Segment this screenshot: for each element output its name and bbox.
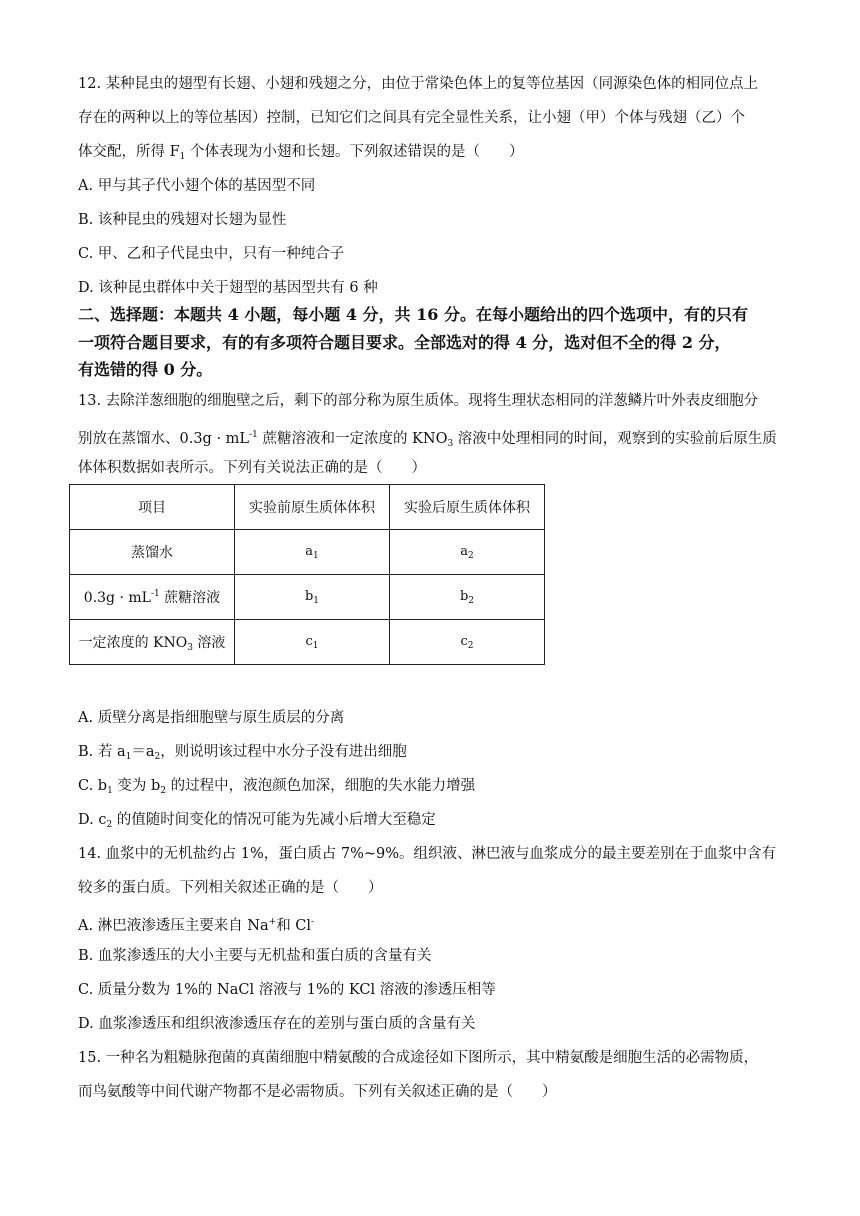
- q14-stem-line-2: 较多的蛋白质。下列相关叙述正确的是（ ）: [78, 880, 383, 896]
- table-cell: [235, 620, 390, 665]
- q12-option-c: C. 甲、乙和子代昆虫中，只有一种纯合子: [78, 246, 345, 262]
- q12-text: 体交配，所得 F: [78, 144, 180, 160]
- q13-text: 蔗糖溶液和一定浓度的 KNO: [257, 431, 448, 447]
- option-text: A. 淋巴液渗透压主要来自 Na: [78, 918, 269, 934]
- option-text: 变为 b: [112, 778, 161, 794]
- cell-subscript: 2: [468, 595, 475, 606]
- q12-option-d: D. 该种昆虫群体中关于翅型的基因型共有 6 种: [78, 280, 378, 296]
- option-text: 的过程中，液泡颜色加深，细胞的失水能力增强: [166, 778, 476, 794]
- q13-option-d: [78, 810, 788, 835]
- option-subscript: 2: [160, 786, 167, 796]
- table-row: [70, 575, 545, 620]
- q12-stem-line-3: [78, 142, 788, 167]
- cell-var: c: [305, 633, 313, 649]
- q13-option-c: [78, 776, 788, 801]
- q13-option-b: [78, 742, 788, 767]
- q13-text: 别放在蒸馏水、0.3g · mL: [78, 431, 250, 447]
- option-text: D. c: [78, 812, 107, 828]
- cell-text: 一定浓度的 KNO: [78, 634, 188, 651]
- cell-text: 蔗糖溶液: [159, 590, 221, 606]
- table-header-row: [70, 485, 545, 530]
- cell-var: a: [460, 543, 469, 559]
- q13-subscript: 3: [447, 439, 454, 449]
- option-subscript: 1: [125, 752, 132, 762]
- q15-stem-line-1: 15. 一种名为粗糙脉孢菌的真菌细胞中精氨酸的合成途径如下图所示，其中精氨酸是细胞生活的必需物质，: [78, 1050, 759, 1066]
- cell-text: 溶液: [192, 634, 226, 651]
- q12-subscript: 1: [179, 152, 186, 162]
- option-superscript: +: [268, 917, 277, 927]
- q12-stem-line-1: 12. 某种昆虫的翅型有长翅、小翅和残翅之分，由位于常染色体上的复等位基因（同源染色体的相同位点上: [78, 76, 759, 92]
- cell-var: c: [460, 633, 468, 649]
- q14-option-c: C. 质量分数为 1%的 NaCl 溶液与 1%的 KCl 溶液的渗透压相等: [78, 982, 496, 998]
- table-cell: [235, 530, 390, 575]
- q13-data-table: [69, 484, 545, 665]
- table-header-cell: 实验前原生质体体积: [235, 485, 390, 530]
- q12-text: 个体表现为小翅和长翅。下列叙述错误的是（ ）: [185, 144, 524, 160]
- table-cell: 蒸馏水: [70, 530, 235, 575]
- table-row: [70, 620, 545, 665]
- section2-heading-line-2: 一项符合题目要求，有的有多项符合题目要求。全部选对的得 4 分，选对但不全的得 2 分，: [78, 333, 731, 352]
- table-cell: [390, 575, 545, 620]
- option-text: B. 若 a: [78, 744, 126, 760]
- cell-var: b: [459, 588, 469, 604]
- option-subscript: 2: [106, 820, 113, 830]
- option-superscript: -: [311, 917, 315, 927]
- table-header-cell: 项目: [70, 485, 235, 530]
- cell-var: b: [304, 588, 314, 604]
- option-text: ，则说明该过程中水分子没有进出细胞: [160, 744, 407, 760]
- table-cell: [235, 575, 390, 620]
- q14-option-b: B. 血浆渗透压的大小主要与无机盐和蛋白质的含量有关: [78, 948, 432, 964]
- cell-text: 0.3g · mL: [83, 590, 151, 606]
- cell-subscript: 3: [187, 642, 193, 653]
- q12-option-a: A. 甲与其子代小翅个体的基因型不同: [78, 178, 316, 194]
- q13-stem-line-2: [78, 425, 788, 454]
- table-header-cell: 实验后原生质体体积: [390, 485, 545, 530]
- option-text: C. b: [78, 778, 108, 794]
- table-row: [70, 530, 545, 575]
- q13-option-a: A. 质壁分离是指细胞壁与原生质层的分离: [78, 710, 345, 726]
- cell-var: a: [305, 543, 314, 559]
- q12-stem-line-2: 存在的两种以上的等位基因）控制，已知它们之间具有完全显性关系，让小翅（甲）个体与残翅（乙）个: [78, 110, 745, 126]
- cell-subscript: 2: [468, 550, 474, 561]
- cell-subscript: 1: [313, 550, 319, 561]
- q12-option-b: B. 该种昆虫的残翅对长翅为显性: [78, 212, 287, 228]
- cell-subscript: 2: [467, 640, 474, 651]
- option-text: ＝a: [131, 744, 155, 760]
- q14-option-a: [78, 912, 788, 936]
- option-text: 的值随时间变化的情况可能为先减小后增大至稳定: [112, 812, 436, 828]
- q13-stem-line-1: 13. 去除洋葱细胞的细胞壁之后，剩下的部分称为原生质体。现将生理状态相同的洋葱鳞片叶外表皮细胞分: [78, 393, 759, 409]
- cell-subscript: 1: [313, 595, 320, 606]
- section2-heading-line-1: 二、选择题：本题共 4 小题，每小题 4 分，共 16 分。在每小题给出的四个选项中，有的只有: [78, 305, 748, 324]
- q14-option-d: D. 血浆渗透压和组织液渗透压存在的差别与蛋白质的含量有关: [78, 1016, 476, 1032]
- q13-text: 溶液中处理相同的时间，观察到的实验前后原生质: [453, 431, 777, 447]
- table-cell: [390, 620, 545, 665]
- table-cell: [70, 575, 235, 620]
- cell-subscript: 1: [312, 640, 319, 651]
- table-cell: [70, 620, 235, 665]
- q14-stem-line-1: 14. 血浆中的无机盐约占 1%，蛋白质占 7%~9%。组织液、淋巴液与血浆成分的最主要差别在于血浆中含有: [78, 846, 777, 862]
- q13-superscript: -1: [249, 430, 258, 440]
- option-subscript: 2: [154, 752, 161, 762]
- section2-heading-line-3: 有选错的得 0 分。: [78, 360, 213, 379]
- table-cell: [390, 530, 545, 575]
- q13-stem-line-3: 体体积数据如表所示。下列有关说法正确的是（ ）: [78, 460, 426, 476]
- option-text: 和 Cl: [276, 918, 312, 934]
- cell-superscript: -1: [150, 589, 160, 599]
- q15-stem-line-2: 而鸟氨酸等中间代谢产物都不是必需物质。下列有关叙述正确的是（ ）: [78, 1084, 557, 1100]
- option-subscript: 1: [107, 786, 113, 796]
